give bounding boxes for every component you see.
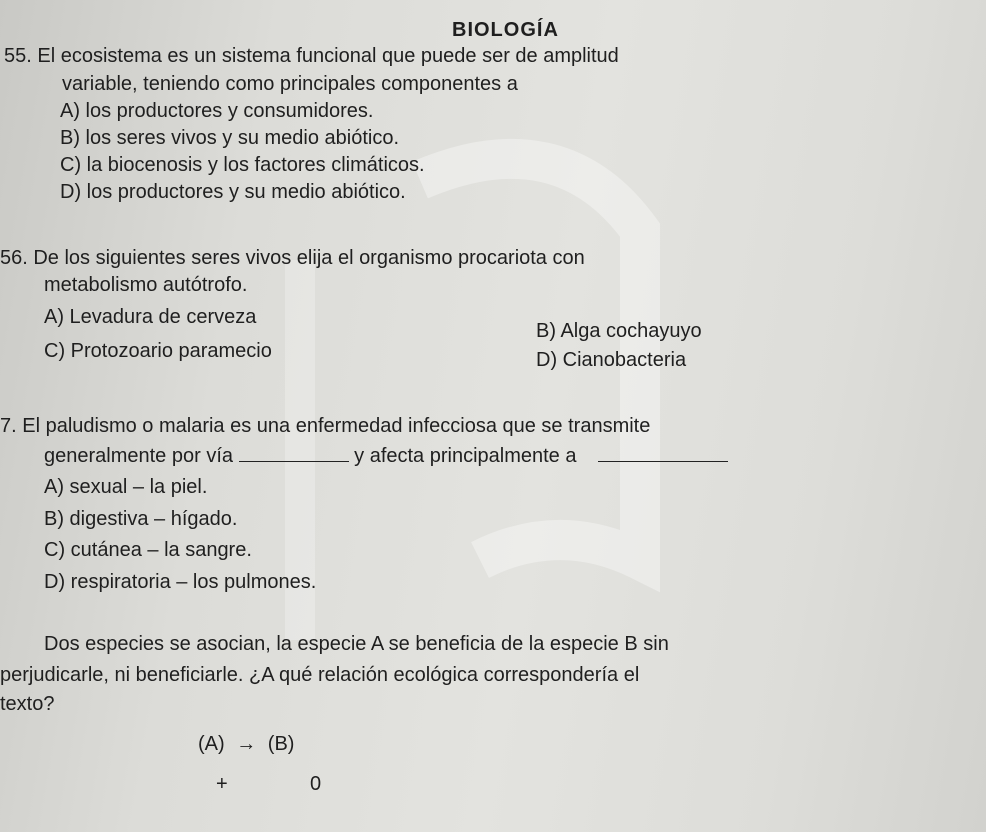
q58-sign-a: + (216, 773, 228, 795)
q57-stem-part2: y afecta principalmente a (354, 445, 577, 467)
q58-sign-b: 0 (310, 773, 322, 795)
q57-blank-2 (598, 445, 728, 462)
q55-stem-line2: variable, teniendo como principales componentes a (62, 73, 518, 95)
q58-species-a: (A) (198, 733, 225, 755)
q57-stem-line2 (44, 444, 728, 468)
page-title: BIOLOGÍA (452, 19, 559, 41)
arrow-right-icon: → (236, 733, 257, 755)
q55-option-b[interactable]: B) los seres vivos y su medio abiótico. (60, 127, 400, 149)
q57-option-b[interactable]: B) digestiva – hígado. (44, 508, 238, 530)
q58-species-b: (B) (267, 733, 295, 755)
q57-stem-part1: generalmente por vía (44, 445, 234, 467)
q56-stem-line2: metabolismo autótrofo. (44, 274, 248, 296)
q55-option-c[interactable]: C) la biocenosis y los factores climáticos. (60, 154, 425, 176)
q57-option-c[interactable]: C) cutánea – la sangre. (44, 539, 252, 561)
q56-option-a[interactable]: A) Levadura de cerveza (44, 306, 257, 328)
q55-option-d[interactable]: D) los productores y su medio abiótico. (60, 181, 406, 203)
q57-option-a[interactable]: A) sexual – la piel. (44, 476, 208, 498)
q55-stem-line1: 55. El ecosistema es un sistema funcional que puede ser de amplitud (4, 45, 619, 67)
q57-stem-line1: 7. El paludismo o malaria es una enfermedad infecciosa que se transmite (0, 415, 651, 437)
q58-relation-diagram (198, 732, 294, 756)
q56-option-b[interactable]: B) Alga cochayuyo (536, 320, 702, 342)
q58-stem-line1: Dos especies se asocian, la especie A se beneficia de la especie B sin (44, 633, 669, 655)
q58-stem-line3: texto? (0, 693, 55, 715)
q56-option-d[interactable]: D) Cianobacteria (536, 349, 687, 371)
q58-stem-line2: perjudicarle, ni beneficiarle. ¿A qué relación ecológica correspondería el (0, 664, 640, 686)
q56-option-c[interactable]: C) Protozoario paramecio (44, 340, 272, 362)
q57-blank-1 (239, 445, 349, 462)
q57-option-d[interactable]: D) respiratoria – los pulmones. (44, 571, 317, 593)
q56-stem-line1: 56. De los siguientes seres vivos elija el organismo procariota con (0, 247, 585, 269)
q55-option-a[interactable]: A) los productores y consumidores. (60, 100, 374, 122)
